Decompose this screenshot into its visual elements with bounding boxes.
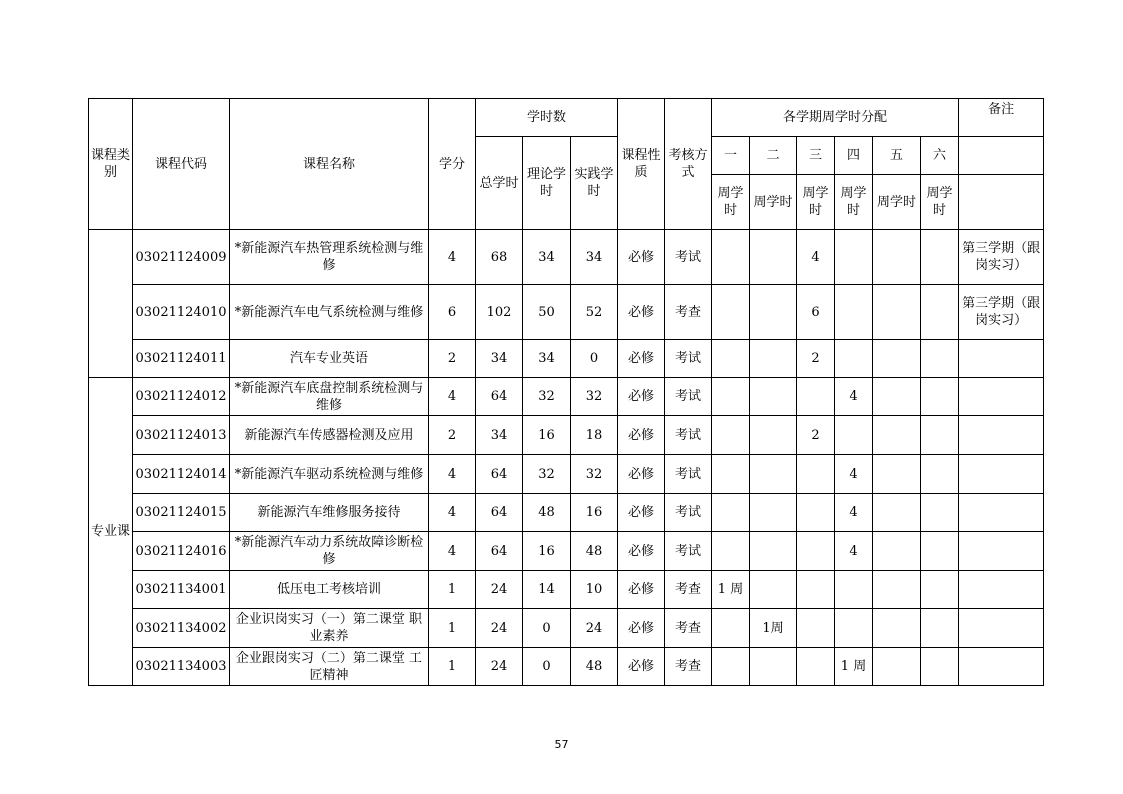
course-code: 03021124013 [133, 416, 230, 455]
semester-3-hours [797, 455, 835, 494]
header-nature [618, 99, 665, 230]
header-semester-4 [835, 137, 873, 175]
semester-6-hours [921, 340, 959, 378]
remark [959, 648, 1044, 686]
semester-1-hours [712, 285, 750, 340]
course-credits: 1 [429, 609, 476, 648]
semester-6-hours [921, 648, 959, 686]
semester-4-hours: 1 周 [835, 648, 873, 686]
course-assessment: 考查 [665, 648, 712, 686]
semester-6-hours [921, 416, 959, 455]
header-weekly-hours-2-text: 周学时 [753, 194, 793, 210]
course-nature: 必修 [618, 285, 665, 340]
course-total: 64 [476, 532, 523, 571]
course-theory: 14 [523, 571, 571, 609]
course-code: 03021124010 [133, 285, 230, 340]
course-practice: 48 [571, 648, 618, 686]
course-name: *新能源汽车热管理系统检测与维修 [230, 230, 429, 285]
remark [959, 416, 1044, 455]
semester-5-hours [873, 285, 921, 340]
semester-1-hours [712, 416, 750, 455]
header-weekly-hours-4-text: 周学时 [840, 186, 867, 218]
course-name: 企业跟岗实习（二）第二课堂 工匠精神 [230, 648, 429, 686]
semester-4-hours: 4 [835, 378, 873, 416]
course-assessment: 考查 [665, 571, 712, 609]
header-remarks [959, 99, 1044, 137]
course-practice: 32 [571, 378, 618, 416]
semester-6-hours [921, 609, 959, 648]
semester-2-hours: 1周 [750, 609, 797, 648]
course-name: *新能源汽车动力系统故障诊断检修 [230, 532, 429, 571]
remark [959, 609, 1044, 648]
semester-5-hours [873, 532, 921, 571]
course-credits: 1 [429, 648, 476, 686]
header-assessment-text: 考核方式 [668, 148, 708, 180]
table-row [89, 230, 1044, 285]
semester-3-hours [797, 494, 835, 532]
remark: 第三学期（跟岗实习） [959, 285, 1044, 340]
course-nature: 必修 [618, 416, 665, 455]
course-name: 汽车专业英语 [230, 340, 429, 378]
header-name [230, 99, 429, 230]
header-remarks-text: 备注 [988, 102, 1015, 117]
course-practice: 32 [571, 455, 618, 494]
header-semester-1-text: 一 [723, 148, 737, 163]
course-code: 03021134003 [133, 648, 230, 686]
course-name: 企业识岗实习（一）第二课堂 职业素养 [230, 609, 429, 648]
header-category-text: 课程类别 [91, 148, 131, 180]
course-theory: 32 [523, 378, 571, 416]
semester-6-hours [921, 494, 959, 532]
table-row [89, 609, 1044, 648]
semester-5-hours [873, 571, 921, 609]
header-semester-group [712, 99, 959, 137]
header-semester-5-text: 五 [889, 148, 903, 163]
course-code: 03021124012 [133, 378, 230, 416]
header-semester-3-text: 三 [808, 148, 822, 163]
remark [959, 378, 1044, 416]
course-name: *新能源汽车电气系统检测与维修 [230, 285, 429, 340]
header-semester-5 [873, 137, 921, 175]
header-category [89, 99, 133, 230]
semester-2-hours [750, 285, 797, 340]
course-credits: 1 [429, 571, 476, 609]
course-practice: 34 [571, 230, 618, 285]
semester-4-hours [835, 230, 873, 285]
semester-5-hours [873, 340, 921, 378]
course-total: 24 [476, 648, 523, 686]
course-total: 64 [476, 494, 523, 532]
course-assessment: 考查 [665, 285, 712, 340]
semester-4-hours [835, 609, 873, 648]
course-theory: 16 [523, 532, 571, 571]
page-number: 57 [554, 738, 569, 751]
header-weekly-hours-3 [797, 175, 835, 230]
semester-5-hours [873, 494, 921, 532]
remark [959, 532, 1044, 571]
course-name: *新能源汽车底盘控制系统检测与维修 [230, 378, 429, 416]
semester-3-hours: 4 [797, 230, 835, 285]
header-hours-practice-text: 实践学时 [574, 167, 614, 199]
semester-6-hours [921, 230, 959, 285]
course-theory: 0 [523, 648, 571, 686]
course-nature: 必修 [618, 532, 665, 571]
course-code: 03021124015 [133, 494, 230, 532]
course-assessment: 考试 [665, 378, 712, 416]
course-code: 03021124009 [133, 230, 230, 285]
course-nature: 必修 [618, 648, 665, 686]
header-code-text: 课程代码 [154, 156, 207, 172]
category-cell [89, 230, 133, 378]
semester-1-hours [712, 378, 750, 416]
header-weekly-hours-2 [750, 175, 797, 230]
course-assessment: 考试 [665, 230, 712, 285]
course-credits: 4 [429, 378, 476, 416]
semester-3-hours [797, 532, 835, 571]
course-nature: 必修 [618, 378, 665, 416]
remark [959, 571, 1044, 609]
header-name-text: 课程名称 [302, 156, 355, 172]
header-semester-2 [750, 137, 797, 175]
header-weekly-hours-3-text: 周学时 [802, 186, 829, 218]
table-row [89, 532, 1044, 571]
semester-6-hours [921, 532, 959, 571]
header-weekly-hours-4 [835, 175, 873, 230]
semester-3-hours: 6 [797, 285, 835, 340]
semester-6-hours [921, 378, 959, 416]
course-credits: 4 [429, 494, 476, 532]
semester-3-hours: 2 [797, 340, 835, 378]
course-code: 03021124011 [133, 340, 230, 378]
header-hours-practice [571, 137, 618, 230]
semester-5-hours [873, 455, 921, 494]
table-row [89, 285, 1044, 340]
course-practice: 18 [571, 416, 618, 455]
course-total: 68 [476, 230, 523, 285]
table-row [89, 378, 1044, 416]
course-total: 24 [476, 571, 523, 609]
course-practice: 0 [571, 340, 618, 378]
semester-5-hours [873, 609, 921, 648]
course-total: 34 [476, 416, 523, 455]
course-credits: 2 [429, 416, 476, 455]
category-cell: 专业课 [89, 378, 133, 686]
semester-1-hours [712, 340, 750, 378]
course-total: 102 [476, 285, 523, 340]
semester-2-hours [750, 416, 797, 455]
semester-5-hours [873, 648, 921, 686]
course-nature: 必修 [618, 494, 665, 532]
course-theory: 34 [523, 230, 571, 285]
header-weekly-hours-6 [921, 175, 959, 230]
course-code: 03021124014 [133, 455, 230, 494]
course-assessment: 考试 [665, 340, 712, 378]
semester-2-hours [750, 340, 797, 378]
semester-4-hours: 4 [835, 494, 873, 532]
semester-2-hours [750, 230, 797, 285]
semester-5-hours [873, 230, 921, 285]
course-credits: 2 [429, 340, 476, 378]
semester-4-hours [835, 416, 873, 455]
header-assessment [665, 99, 712, 230]
semester-2-hours [750, 532, 797, 571]
course-table [88, 98, 1044, 686]
table-row [89, 571, 1044, 609]
header-credits-text: 学分 [438, 156, 465, 172]
semester-4-hours [835, 285, 873, 340]
course-code: 03021124016 [133, 532, 230, 571]
course-assessment: 考试 [665, 532, 712, 571]
header-semester-6 [921, 137, 959, 175]
course-total: 34 [476, 340, 523, 378]
course-practice: 48 [571, 532, 618, 571]
course-theory: 34 [523, 340, 571, 378]
header-semester-4-text: 四 [846, 148, 860, 163]
header-weekly-hours-5 [873, 175, 921, 230]
semester-2-hours [750, 455, 797, 494]
header-semester-group-text: 各学期周学时分配 [783, 110, 888, 125]
course-theory: 0 [523, 609, 571, 648]
course-code: 03021134001 [133, 571, 230, 609]
header-hours-group-text: 学时数 [526, 110, 566, 125]
table-row [89, 455, 1044, 494]
remark [959, 494, 1044, 532]
course-nature: 必修 [618, 609, 665, 648]
table-row [89, 340, 1044, 378]
course-total: 24 [476, 609, 523, 648]
semester-3-hours [797, 378, 835, 416]
semester-1-hours: 1 周 [712, 571, 750, 609]
header-semester-2-text: 二 [766, 148, 780, 163]
remark [959, 455, 1044, 494]
semester-3-hours [797, 571, 835, 609]
header-hours-theory [523, 137, 571, 230]
semester-5-hours [873, 416, 921, 455]
course-assessment: 考试 [665, 416, 712, 455]
semester-1-hours [712, 455, 750, 494]
header-semester-6-text: 六 [933, 148, 947, 163]
header-semester-1 [712, 137, 750, 175]
course-nature: 必修 [618, 340, 665, 378]
course-theory: 50 [523, 285, 571, 340]
header-hours-total-text: 总学时 [479, 175, 519, 191]
semester-2-hours [750, 648, 797, 686]
semester-5-hours [873, 378, 921, 416]
course-nature: 必修 [618, 230, 665, 285]
semester-3-hours [797, 609, 835, 648]
header-hours-group [476, 99, 618, 137]
course-name: 新能源汽车传感器检测及应用 [230, 416, 429, 455]
header-weekly-hours-6-text: 周学时 [926, 186, 953, 218]
course-total: 64 [476, 378, 523, 416]
header-weekly-hours-1-text: 周学时 [717, 186, 744, 218]
course-credits: 4 [429, 230, 476, 285]
course-name: *新能源汽车驱动系统检测与维修 [230, 455, 429, 494]
header-hours-total [476, 137, 523, 230]
semester-2-hours [750, 378, 797, 416]
course-name: 低压电工考核培训 [230, 571, 429, 609]
semester-1-hours [712, 609, 750, 648]
header-remarks-spacer [959, 137, 1044, 175]
course-practice: 10 [571, 571, 618, 609]
course-code: 03021134002 [133, 609, 230, 648]
semester-4-hours: 4 [835, 532, 873, 571]
header-remarks-spacer-2 [959, 175, 1044, 230]
semester-1-hours [712, 494, 750, 532]
header-weekly-hours-1 [712, 175, 750, 230]
remark [959, 340, 1044, 378]
course-assessment: 考查 [665, 609, 712, 648]
course-assessment: 考试 [665, 455, 712, 494]
course-practice: 24 [571, 609, 618, 648]
course-theory: 48 [523, 494, 571, 532]
header-code [133, 99, 230, 230]
semester-2-hours [750, 571, 797, 609]
course-name: 新能源汽车维修服务接待 [230, 494, 429, 532]
course-theory: 16 [523, 416, 571, 455]
course-credits: 6 [429, 285, 476, 340]
semester-1-hours [712, 230, 750, 285]
table-row [89, 416, 1044, 455]
header-credits [429, 99, 476, 230]
semester-3-hours: 2 [797, 416, 835, 455]
semester-2-hours [750, 494, 797, 532]
semester-4-hours [835, 571, 873, 609]
table-row [89, 648, 1044, 686]
semester-1-hours [712, 648, 750, 686]
semester-4-hours: 4 [835, 455, 873, 494]
course-nature: 必修 [618, 571, 665, 609]
course-total: 64 [476, 455, 523, 494]
header-hours-theory-text: 理论学时 [526, 167, 566, 199]
header-semester-3 [797, 137, 835, 175]
table-row [89, 494, 1044, 532]
semester-4-hours [835, 340, 873, 378]
course-theory: 32 [523, 455, 571, 494]
semester-3-hours [797, 648, 835, 686]
header-nature-text: 课程性质 [621, 148, 661, 180]
course-credits: 4 [429, 532, 476, 571]
course-credits: 4 [429, 455, 476, 494]
course-nature: 必修 [618, 455, 665, 494]
semester-6-hours [921, 571, 959, 609]
course-practice: 52 [571, 285, 618, 340]
header-weekly-hours-5-text: 周学时 [876, 194, 916, 210]
semester-1-hours [712, 532, 750, 571]
remark: 第三学期（跟岗实习） [959, 230, 1044, 285]
course-practice: 16 [571, 494, 618, 532]
semester-6-hours [921, 285, 959, 340]
semester-6-hours [921, 455, 959, 494]
course-assessment: 考试 [665, 494, 712, 532]
